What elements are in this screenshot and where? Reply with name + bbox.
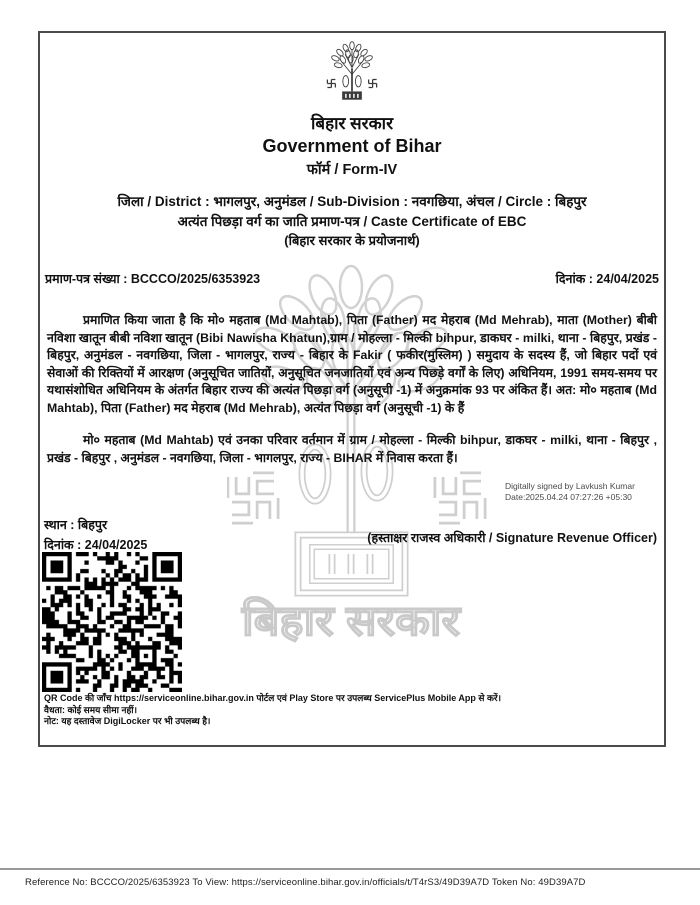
form-number: फॉर्म / Form-IV [306,162,398,178]
validity-note: वैधता: कोई समय सीमा नहीं। [44,704,137,715]
digital-signature-line2: Date:2025.04.24 07:27:26 +05:30 [505,491,632,502]
qr-code [42,552,182,692]
digital-signature-block [505,481,700,502]
signature-officer-label: (हस्ताक्षर राजस्व अधिकारी / Signature Revenue Officer) [367,531,657,545]
digilocker-note: नोट: यह दस्तावेज DigiLocker पर भी उपलब्ध है। [44,716,211,726]
title-hindi: बिहार सरकार [310,114,394,133]
certificate-header [40,33,664,249]
certificate-title: अत्यंत पिछड़ा वर्ग का जाति प्रमाण-पत्र / Caste Certificate of EBC [177,214,527,229]
district-subdivision-circle-line: जिला / District : भागलपुर, अनुमंडल / Sub-Division : नवगछिया, अंचल / Circle : बिहपुर [117,194,587,209]
residence-paragraph: मो० महताब (Md Mahtab) एवं उनका परिवार वर्तमान में ग्राम / मोहल्ला - मिल्की bihpur, डाकघर - milki, थाना - बिहपुर , प्रखंड - बिहपुर , अनुमंडल - नवगछिया, जिला - भागलपुर, राज्य - BIHAR में निवास करता हैं। [47,433,657,465]
title-english: Government of Bihar [262,136,442,156]
date-line: दिनांक : 24/04/2025 [44,538,148,552]
government-of-bihar-emblem-icon [323,40,381,103]
qr-verification-note: QR Code की जाँच https://serviceonline.bihar.gov.in पोर्टल एवं Play Store पर उपलब्ध ServicePlus Mobile App से करें। [44,693,501,703]
purpose-line: (बिहार सरकार के प्रयोजनार्थ) [284,233,420,248]
footer-divider [0,868,700,870]
meta-row [40,270,664,287]
footer-notes [44,693,501,728]
watermark-text: बिहार सरकार [242,597,445,643]
certificate-frame [38,31,666,747]
certificate-number: प्रमाण-पत्र संख्या : BCCCO/2025/6353923 [45,272,261,286]
certification-paragraph: प्रमाणित किया जाता है कि मो० महताब (Md Mahtab), पिता (Father) मद मेहराब (Md Mehrab), माता (Mother) बीबी नविशा खातून बीबी नविशा खातून (Bibi Nawisha Khatun),ग्राम / मोहल्ला - मिल्की bihpur, डाकघर - milki, थाना - बिहपुर, प्रखंड - बिहपुर, अनुमंडल - नवगछिया, जिला - भागलपुर, राज्य - बिहार के Fakir ( फकीर(मुस्लिम) ) समुदाय के सदस्य हैं, जो बिहार पदों एवं सेवाओं की रिक्तियों में आरक्षण (अनुसूचित जातियों, अनुसूचित जनजातियों एवं अन्य पिछड़े वर्गों के लिए) अधिनियम, 1991 समय-समय पर यथासंशोधित अधिनियम के अंतर्गत बिहार राज्य की अत्यंत पिछड़ा वर्ग (अनुसूची -1) में अनुक्रमांक 93 पर अंकित हैं। अत: मो० महताब (Md Mahtab), पिता (Father) मद मेहराब (Md Mehrab), अत्यंत पिछड़ा वर्ग (अनुसूची -1) के हैं [47,313,657,415]
reference-footer: Reference No: BCCCO/2025/6353923 To View: https://serviceonline.bihar.gov.in/officials/t/T4rS3/49D39A7D Token No: 49D39A7D [25,877,586,888]
place-line: स्थान : बिहपुर [44,518,108,532]
qr-code-container [42,552,184,694]
issue-date: दिनांक : 24/04/2025 [555,272,659,286]
certificate-body [40,312,664,467]
digital-signature-line1: Digitally signed by Lavkush Kumar [505,481,635,491]
